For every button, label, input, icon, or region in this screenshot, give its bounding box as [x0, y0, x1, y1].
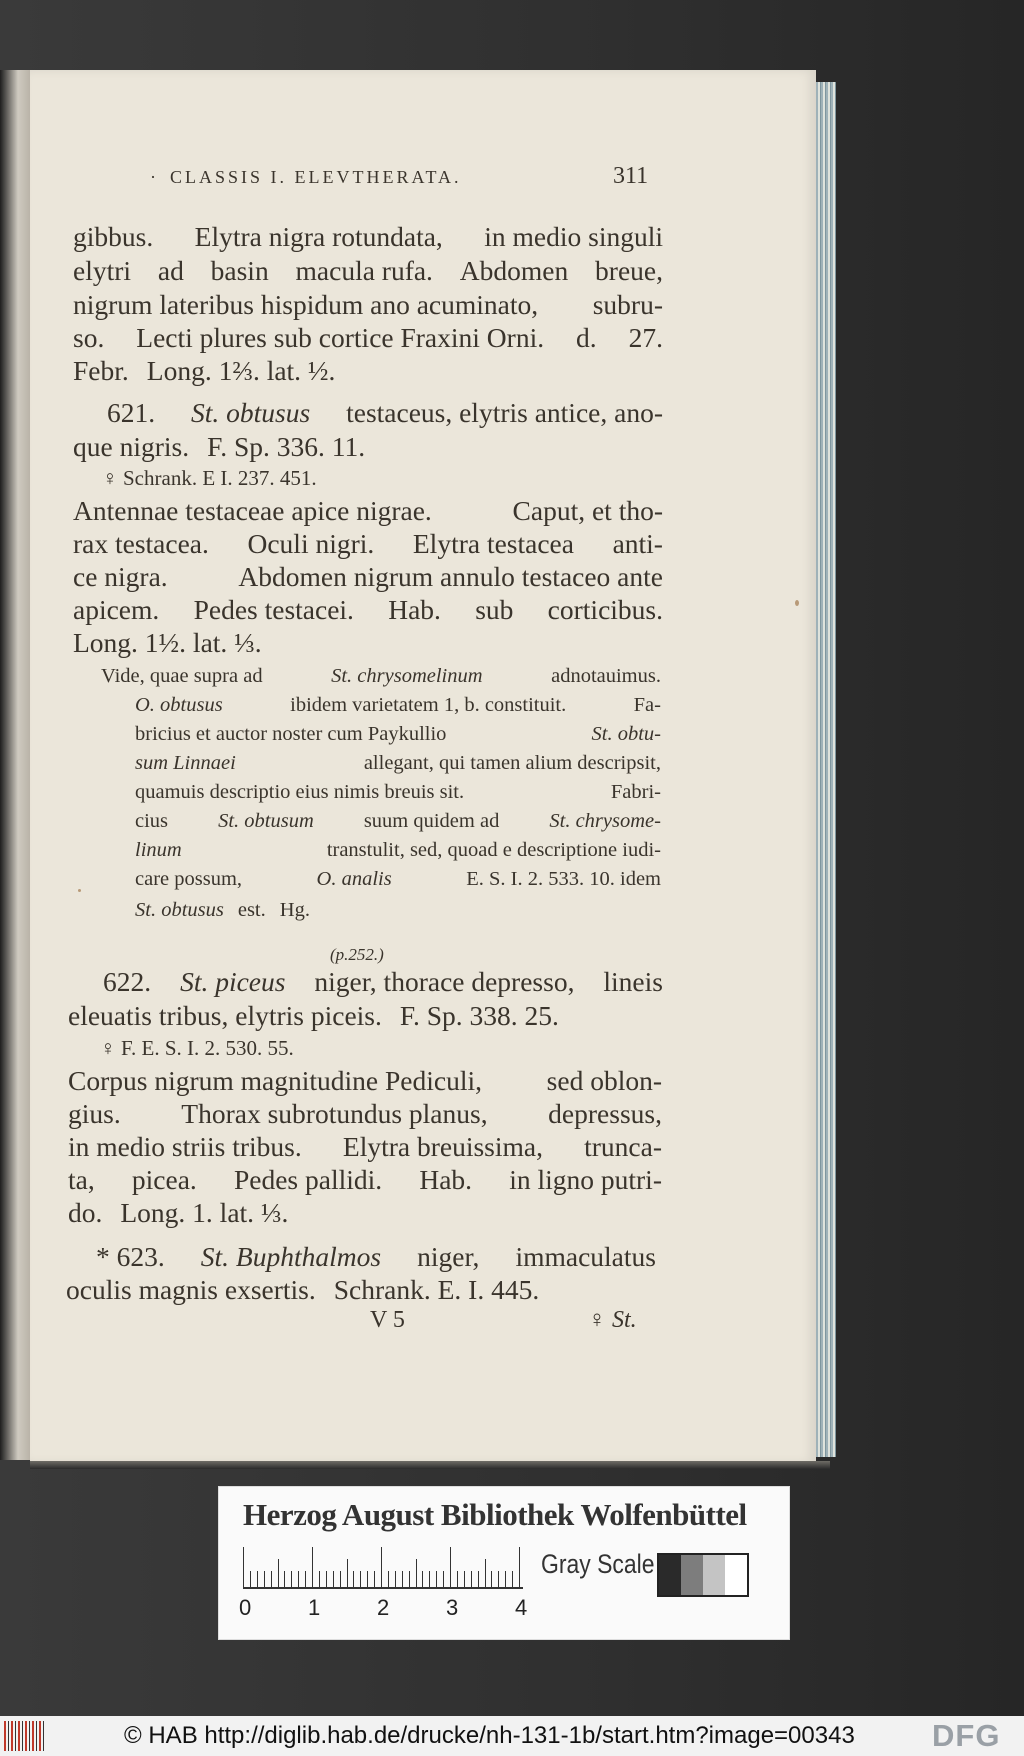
ruler-tick [278, 1559, 279, 1589]
ruler-tick [422, 1571, 423, 1589]
entry-621-reference: ♀ Schrank. E I. 237. 451. [102, 466, 317, 490]
facing-page-edge [0, 70, 30, 1460]
ruler-tick [416, 1559, 417, 1589]
note-line: St. obtusus est. Hg. [135, 899, 310, 921]
copyright-url[interactable]: © HAB http://diglib.hab.de/drucke/nh-131-1b/start.htm?image=00343 [124, 1722, 855, 1749]
ruler-tick [450, 1547, 451, 1589]
gray-swatch [657, 1553, 681, 1597]
ruler-tick [353, 1571, 354, 1589]
ruler-tick [250, 1571, 251, 1589]
ruler-tick [319, 1571, 320, 1589]
ruler-label: 3 [446, 1595, 459, 1620]
ruler-tick [347, 1559, 348, 1589]
entry-621-heading: 621. St. obtusus testaceus, elytris antice, ano- [107, 397, 663, 428]
ruler-tick [367, 1571, 368, 1589]
text-line: do. Long. 1. lat. ⅓. [68, 1197, 289, 1228]
paper-speck [795, 600, 799, 606]
gray-swatch [703, 1553, 725, 1597]
page-fore-edge [816, 82, 836, 1457]
ruler-tick [326, 1571, 327, 1589]
note-line: bricius et auctor noster cum Paykullio St. obtu- [135, 723, 661, 745]
gray-swatch [681, 1553, 703, 1597]
running-head-title: CLASSIS I. ELEVTHERATA. [170, 167, 462, 187]
ruler-tick [443, 1571, 444, 1589]
text-line: rax testacea. Oculi nigri. Elytra testacea anti- [73, 528, 663, 559]
ruler-tick [284, 1571, 285, 1589]
ruler-tick [271, 1571, 272, 1589]
text-line: nigrum lateribus hispidum ano acuminato, subru- [73, 289, 663, 320]
text-line: oculis magnis exsertis. Schrank. E. I. 445. [66, 1274, 540, 1305]
ruler-tick [257, 1571, 258, 1589]
text-line: Long. 1½. lat. ⅓. [73, 627, 262, 658]
ruler-tick [340, 1571, 341, 1589]
text-line: Corpus nigrum magnitudine Pediculi, sed oblon- [68, 1065, 662, 1096]
ruler-tick [512, 1571, 513, 1589]
barcode-icon [4, 1721, 46, 1751]
text-line: ta, picea. Pedes pallidi. Hab. in ligno putri- [68, 1164, 662, 1195]
page-shadow [30, 1461, 830, 1469]
ruler-tick [243, 1547, 244, 1589]
note-line: cius St. obtusum suum quidem ad St. chrysome- [135, 810, 661, 832]
catchword: ♀ St. [588, 1307, 637, 1333]
ruler-tick [402, 1571, 403, 1589]
text-line: que nigris. F. Sp. 336. 11. [73, 431, 366, 462]
text-line: so. Lecti plures sub cortice Fraxini Orni. d. 27. [73, 322, 663, 353]
handwritten-page-reference: (p.252.) [330, 945, 384, 964]
scale-ruler [243, 1547, 523, 1589]
ruler-tick [291, 1571, 292, 1589]
ruler-label: 0 [239, 1595, 252, 1620]
entry-623-heading: * 623. St. Buphthalmos niger, immaculatus [96, 1241, 656, 1272]
note-line: sum Linnaei allegant, qui tamen alium descripsit, [135, 752, 661, 774]
page-number: 311 [613, 163, 649, 189]
dfg-logo[interactable]: DFG [932, 1718, 1001, 1753]
ruler-tick [471, 1571, 472, 1589]
text-line: in medio striis tribus. Elytra breuissima, trunca- [68, 1131, 662, 1162]
text-line: ce nigra. Abdomen nigrum annulo testaceo ante [73, 561, 663, 592]
ruler-tick [388, 1571, 389, 1589]
ruler-tick [333, 1571, 334, 1589]
ruler-tick [519, 1547, 520, 1589]
ruler-label: 1 [308, 1595, 321, 1620]
ruler-tick [498, 1571, 499, 1589]
ruler-label: 2 [377, 1595, 390, 1620]
note-line: care possum, O. analis E. S. I. 2. 533. 10. idem [135, 868, 661, 890]
ruler-tick [312, 1547, 313, 1589]
ruler-tick [485, 1559, 486, 1589]
ruler-tick [374, 1571, 375, 1589]
entry-622-heading: 622. St. piceus niger, thorace depresso, lineis [103, 966, 663, 997]
ruler-tick [298, 1571, 299, 1589]
text-line: elytri ad basin macula rufa. Abdomen breue, [73, 255, 663, 286]
note-line: linum transtulit, sed, quoad e descriptione iudi- [135, 839, 661, 861]
ruler-tick [381, 1547, 382, 1589]
ruler-label: 4 [515, 1595, 528, 1620]
signature-mark: V 5 [370, 1307, 405, 1333]
ruler-tick [491, 1571, 492, 1589]
footer-bar [0, 1716, 1024, 1756]
ruler-tick [305, 1571, 306, 1589]
text-line: Antennae testaceae apice nigrae. Caput, et tho- [73, 495, 663, 526]
ruler-tick [436, 1571, 437, 1589]
note-line: quamuis descriptio eius nimis breuis sit. Fabri- [135, 781, 661, 803]
ruler-tick [360, 1571, 361, 1589]
entry-622-reference: ♀ F. E. S. I. 2. 530. 55. [100, 1036, 294, 1060]
text-line: gius. Thorax subrotundus planus, depressus, [68, 1098, 662, 1129]
ruler-tick [395, 1571, 396, 1589]
ruler-tick [464, 1571, 465, 1589]
note-line: O. obtusus ibidem varietatem 1, b. constituit. Fa- [135, 694, 661, 716]
ruler-tick [505, 1571, 506, 1589]
ruler-tick [478, 1571, 479, 1589]
grayscale-label: Gray Scale [541, 1549, 655, 1579]
note-line: Vide, quae supra ad St. chrysomelinum adnotauimus. [101, 665, 661, 687]
text-line: Febr. Long. 1⅔. lat. ½. [73, 355, 336, 386]
ruler-tick [409, 1571, 410, 1589]
paper-speck [78, 889, 81, 892]
ruler-tick [429, 1571, 430, 1589]
gray-swatch [725, 1553, 749, 1597]
ruler-tick [457, 1571, 458, 1589]
ruler-tick [264, 1571, 265, 1589]
text-line: eleuatis tribus, elytris piceis. F. Sp. 338. 25. [68, 1000, 559, 1031]
text-line: apicem. Pedes testacei. Hab. sub corticibus. [73, 594, 663, 625]
color-calibration-card [218, 1486, 790, 1640]
library-name: Herzog August Bibliothek Wolfenbüttel [243, 1497, 747, 1532]
text-line: gibbus. Elytra nigra rotundata, in medio singuli [73, 221, 663, 252]
